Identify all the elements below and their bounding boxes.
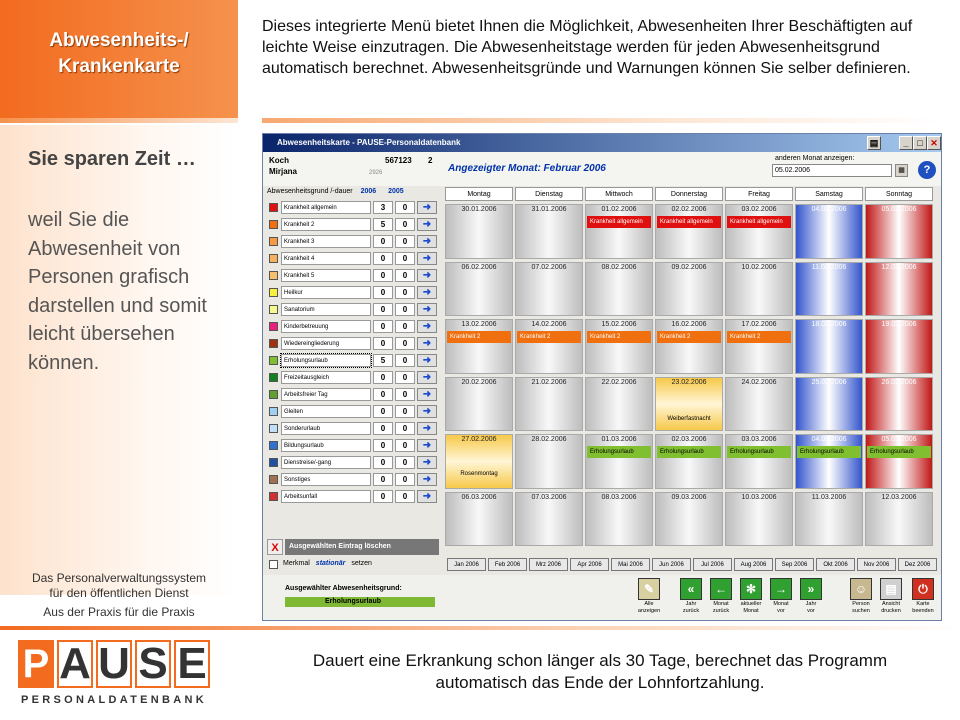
color-swatch bbox=[269, 390, 278, 399]
reason-days-2005: 0 bbox=[395, 235, 415, 248]
calendar-grid bbox=[445, 187, 939, 547]
calendar-day-cell[interactable] bbox=[515, 319, 583, 374]
day-date: 15.02.2006 bbox=[601, 321, 637, 328]
arrow-right-icon[interactable]: ➜ bbox=[417, 320, 437, 333]
footer-line-3: Aus der Praxis für die Praxis bbox=[43, 605, 195, 619]
reason-label[interactable]: Bildungsurlaub bbox=[281, 439, 371, 452]
reason-row[interactable] bbox=[267, 353, 439, 368]
alle-anzeigen-button[interactable] bbox=[635, 578, 663, 621]
delete-entry-bar[interactable] bbox=[267, 539, 439, 555]
day-date: 07.03.2006 bbox=[531, 493, 567, 501]
calendar-day-cell[interactable] bbox=[725, 377, 793, 432]
month-button[interactable]: Sep 2006 bbox=[775, 558, 814, 571]
reason-label[interactable]: Kinderbetreuung bbox=[281, 320, 371, 333]
day-date: 03.02.2006 bbox=[741, 206, 777, 213]
calendar-icon[interactable]: ▦ bbox=[895, 164, 908, 177]
day-date: 02.03.2006 bbox=[671, 436, 707, 443]
reason-label[interactable]: Arbeitsfreier Tag bbox=[281, 388, 371, 401]
day-date: 28.02.2006 bbox=[531, 436, 567, 443]
reason-days-2006: 0 bbox=[373, 473, 393, 486]
calendar-day-cell[interactable] bbox=[865, 262, 933, 317]
reason-row[interactable] bbox=[267, 421, 439, 436]
day-date: 20.02.2006 bbox=[461, 378, 497, 386]
reason-days-2005: 0 bbox=[395, 269, 415, 282]
color-swatch bbox=[269, 339, 278, 348]
absence-bar[interactable]: Erholungsurlaub bbox=[657, 446, 721, 458]
day-header: Dienstag bbox=[515, 187, 583, 201]
bottom-text: Dauert eine Erkrankung schon länger als 30 Tage, berechnet das Programm automatisch das Ende der Lohnfortzahlung. bbox=[312, 651, 888, 692]
day-date: 19.02.2006 bbox=[881, 321, 917, 328]
reason-days-2006: 5 bbox=[373, 354, 393, 367]
calendar-day-cell[interactable] bbox=[585, 319, 653, 374]
calendar-day-cell[interactable] bbox=[655, 377, 723, 432]
reason-days-2005: 0 bbox=[395, 337, 415, 350]
reason-days-2006: 0 bbox=[373, 490, 393, 503]
arrow-right-icon[interactable]: ➜ bbox=[417, 473, 437, 486]
day-date: 04.03.2006 bbox=[811, 436, 847, 443]
color-swatch bbox=[269, 322, 278, 331]
reason-days-2006: 0 bbox=[373, 252, 393, 265]
absence-bar[interactable]: Erholungsurlaub bbox=[867, 446, 931, 458]
day-date: 22.02.2006 bbox=[601, 378, 637, 386]
absence-bar[interactable]: Krankheit 2 bbox=[447, 331, 511, 343]
holiday-note: Weiberfastnacht bbox=[667, 415, 711, 422]
close-button[interactable]: ✕ bbox=[927, 136, 941, 150]
person-first-name: Mirjana bbox=[269, 167, 298, 176]
day-date: 31.01.2006 bbox=[531, 206, 567, 213]
selected-reason-label: Ausgewählter Abwesenheitsgrund: bbox=[285, 585, 402, 592]
month-button[interactable]: Nov 2006 bbox=[857, 558, 896, 571]
reason-label[interactable]: Dienstreise/-gang bbox=[281, 456, 371, 469]
calendar-day-cell[interactable] bbox=[585, 204, 653, 259]
calendar-day-cell[interactable] bbox=[515, 204, 583, 259]
reason-row[interactable] bbox=[267, 319, 439, 334]
day-date: 09.02.2006 bbox=[671, 263, 707, 271]
reason-row[interactable] bbox=[267, 438, 439, 453]
reason-days-2006: 0 bbox=[373, 405, 393, 418]
color-swatch bbox=[269, 441, 278, 450]
calendar-day-cell[interactable] bbox=[795, 204, 863, 259]
calendar-day-cell[interactable] bbox=[445, 319, 513, 374]
day-header: Mittwoch bbox=[585, 187, 653, 201]
absence-bar[interactable]: Krankheit allgemein bbox=[657, 216, 721, 228]
day-date: 02.02.2006 bbox=[671, 206, 707, 213]
arrow-right-icon[interactable]: ➜ bbox=[417, 286, 437, 299]
personnel-sub-number: 2 bbox=[428, 156, 433, 165]
jahr-zurueck-icon[interactable]: « bbox=[680, 578, 702, 600]
day-date: 08.02.2006 bbox=[601, 263, 637, 271]
calendar-day-cell[interactable] bbox=[515, 492, 583, 547]
person-suchen-icon[interactable]: ☺ bbox=[850, 578, 872, 600]
calendar-day-cell[interactable] bbox=[725, 319, 793, 374]
day-header: Samstag bbox=[795, 187, 863, 201]
monat-vor-button[interactable] bbox=[767, 578, 795, 621]
reason-days-2005: 0 bbox=[395, 354, 415, 367]
personnel-number: 567123 bbox=[385, 156, 412, 165]
calendar-day-cell[interactable] bbox=[865, 434, 933, 489]
absence-bar[interactable]: Erholungsurlaub bbox=[797, 446, 861, 458]
reason-days-2005: 0 bbox=[395, 320, 415, 333]
monat-zurueck-button[interactable] bbox=[707, 578, 735, 621]
divider bbox=[262, 118, 940, 123]
toolbar-label: Alle anzeigen bbox=[637, 601, 661, 614]
ansicht-drucken-icon[interactable]: ▤ bbox=[880, 578, 902, 600]
footer-line-2: für den öffentlichen Dienst bbox=[49, 586, 189, 600]
reason-label[interactable]: Krankheit 4 bbox=[281, 252, 371, 265]
toolbar-label: Jahr zurück bbox=[682, 601, 700, 614]
reason-days-2006: 0 bbox=[373, 235, 393, 248]
window-titlebar bbox=[263, 134, 941, 152]
month-button[interactable]: Mai 2006 bbox=[611, 558, 650, 571]
delete-entry-button[interactable]: Ausgewählten Eintrag löschen bbox=[285, 539, 439, 555]
day-date: 01.02.2006 bbox=[601, 206, 637, 213]
day-date: 05.02.2006 bbox=[881, 206, 917, 213]
reason-days-2005: 0 bbox=[395, 473, 415, 486]
reason-days-2005: 0 bbox=[395, 303, 415, 316]
day-date: 25.02.2006 bbox=[811, 378, 847, 386]
absence-bar[interactable]: Krankheit 2 bbox=[517, 331, 581, 343]
color-swatch bbox=[269, 492, 278, 501]
person-suchen-button[interactable] bbox=[847, 578, 875, 621]
aktueller-monat-icon[interactable]: ✻ bbox=[740, 578, 762, 600]
reason-days-2006: 5 bbox=[373, 218, 393, 231]
reason-label[interactable]: Wiedereingliederung bbox=[281, 337, 371, 350]
reason-days-2006: 0 bbox=[373, 422, 393, 435]
arrow-right-icon[interactable]: ➜ bbox=[417, 337, 437, 350]
day-date: 13.02.2006 bbox=[461, 321, 497, 328]
arrow-right-icon[interactable]: ➜ bbox=[417, 235, 437, 248]
day-date: 30.01.2006 bbox=[461, 206, 497, 213]
color-swatch bbox=[269, 288, 278, 297]
month-button[interactable]: Jan 2006 bbox=[447, 558, 486, 571]
day-date: 10.02.2006 bbox=[741, 263, 777, 271]
color-swatch bbox=[269, 271, 278, 280]
color-swatch bbox=[269, 356, 278, 365]
reason-row[interactable] bbox=[267, 234, 439, 249]
color-swatch bbox=[269, 220, 278, 229]
day-header: Sonntag bbox=[865, 187, 933, 201]
day-header: Donnerstag bbox=[655, 187, 723, 201]
arrow-right-icon[interactable]: ➜ bbox=[417, 439, 437, 452]
delete-icon[interactable]: X bbox=[267, 539, 283, 555]
saving-text: weil Sie die Abwesenheit von Personen grafisch darstellen und somit leicht übersehen können. bbox=[28, 209, 207, 374]
reason-days-2006: 0 bbox=[373, 388, 393, 401]
alle-anzeigen-icon[interactable]: ✎ bbox=[638, 578, 660, 600]
calendar-day-cell[interactable] bbox=[795, 262, 863, 317]
monat-zurueck-icon[interactable]: ← bbox=[710, 578, 732, 600]
calendar-day-cell[interactable] bbox=[795, 492, 863, 547]
reason-row[interactable] bbox=[267, 251, 439, 266]
arrow-right-icon[interactable]: ➜ bbox=[417, 201, 437, 214]
day-date: 06.02.2006 bbox=[461, 263, 497, 271]
calendar-day-cell[interactable] bbox=[865, 492, 933, 547]
reason-days-2006: 0 bbox=[373, 320, 393, 333]
reason-label[interactable]: Sanatorium bbox=[281, 303, 371, 316]
day-date: 27.02.2006 bbox=[461, 436, 497, 443]
divider bbox=[0, 118, 238, 123]
day-date: 14.02.2006 bbox=[531, 321, 567, 328]
calendar-day-cell[interactable] bbox=[515, 377, 583, 432]
day-date: 03.03.2006 bbox=[741, 436, 777, 443]
arrow-right-icon[interactable]: ➜ bbox=[417, 422, 437, 435]
reason-row[interactable] bbox=[267, 268, 439, 283]
reason-row[interactable] bbox=[267, 404, 439, 419]
day-date: 01.03.2006 bbox=[601, 436, 637, 443]
karte-beenden-button[interactable] bbox=[909, 578, 937, 621]
color-swatch bbox=[269, 458, 278, 467]
calendar-day-cell[interactable] bbox=[445, 262, 513, 317]
reason-days-2005: 0 bbox=[395, 371, 415, 384]
reason-row[interactable] bbox=[267, 489, 439, 504]
reason-days-2006: 0 bbox=[373, 269, 393, 282]
bottom-toolbar bbox=[263, 575, 942, 621]
calendar-day-cell[interactable] bbox=[655, 319, 723, 374]
calendar-day-cell[interactable] bbox=[655, 434, 723, 489]
color-swatch bbox=[269, 373, 278, 382]
reason-label[interactable]: Erholungsurlaub bbox=[281, 354, 371, 367]
day-date: 21.02.2006 bbox=[531, 378, 567, 386]
calendar-day-cell[interactable] bbox=[445, 434, 513, 489]
toolbar-label: Monat vor bbox=[773, 601, 789, 614]
day-date: 12.02.2006 bbox=[881, 263, 917, 271]
displayed-month: Angezeigter Monat: Februar 2006 bbox=[448, 163, 606, 174]
toolbar-label: Ansicht drucken bbox=[881, 601, 901, 614]
divider bbox=[0, 626, 960, 630]
reason-days-2005: 0 bbox=[395, 439, 415, 452]
print-icon[interactable]: ▤ bbox=[867, 136, 881, 150]
day-header: Freitag bbox=[725, 187, 793, 201]
person-last-name: Koch bbox=[269, 156, 289, 165]
holiday-note: Rosenmontag bbox=[460, 471, 498, 477]
karte-beenden-icon[interactable]: ⏻ bbox=[912, 578, 934, 600]
window-title: Abwesenheitskarte - PAUSE-Personaldatenbank bbox=[277, 138, 461, 147]
pause-logo: P A U S E PERSONALDATENBANK bbox=[18, 640, 210, 710]
reason-row[interactable] bbox=[267, 370, 439, 385]
absence-bar[interactable]: Erholungsurlaub bbox=[727, 446, 791, 458]
arrow-right-icon[interactable]: ➜ bbox=[417, 490, 437, 503]
reason-days-2005: 0 bbox=[395, 201, 415, 214]
monat-vor-icon[interactable]: → bbox=[770, 578, 792, 600]
month-bar bbox=[263, 558, 942, 572]
calendar-day-cell[interactable] bbox=[865, 319, 933, 374]
day-header: Montag bbox=[445, 187, 513, 201]
title-box bbox=[0, 0, 238, 118]
arrow-right-icon[interactable]: ➜ bbox=[417, 371, 437, 384]
toolbar-label: Jahr vor bbox=[805, 601, 817, 614]
reason-label[interactable]: Heilkur bbox=[281, 286, 371, 299]
arrow-right-icon[interactable]: ➜ bbox=[417, 405, 437, 418]
absence-bar[interactable]: Krankheit allgemein bbox=[727, 216, 791, 228]
reason-row[interactable] bbox=[267, 336, 439, 351]
reason-label[interactable]: Arbeitsunfall bbox=[281, 490, 371, 503]
month-button[interactable]: Dez 2006 bbox=[898, 558, 937, 571]
saving-heading: Sie sparen Zeit … bbox=[28, 148, 196, 170]
calendar-day-cell[interactable] bbox=[725, 434, 793, 489]
reason-row[interactable] bbox=[267, 200, 439, 215]
calendar-day-cell[interactable] bbox=[865, 204, 933, 259]
calendar-day-cell[interactable] bbox=[445, 204, 513, 259]
reason-days-2005: 0 bbox=[395, 405, 415, 418]
calendar-day-cell[interactable] bbox=[725, 492, 793, 547]
day-date: 23.02.2006 bbox=[671, 378, 707, 386]
jahr-zurueck-button[interactable] bbox=[677, 578, 705, 621]
reason-days-2006: 0 bbox=[373, 456, 393, 469]
calendar-day-cell[interactable] bbox=[725, 262, 793, 317]
merkmal-label: Merkmal stationär setzen bbox=[283, 560, 372, 567]
absence-bar[interactable]: Krankheit allgemein bbox=[587, 216, 651, 228]
calendar-day-cell[interactable] bbox=[725, 204, 793, 259]
reason-days-2005: 0 bbox=[395, 422, 415, 435]
toolbar-label: Karte beenden bbox=[912, 601, 934, 614]
title-line-2: Krankenkarte bbox=[58, 56, 180, 77]
color-swatch bbox=[269, 254, 278, 263]
reason-label[interactable]: Krankheit 3 bbox=[281, 235, 371, 248]
reason-label[interactable]: Sonstiges bbox=[281, 473, 371, 486]
title-line-1: Abwesenheits-/ bbox=[49, 30, 189, 51]
reason-days-2006: 0 bbox=[373, 337, 393, 350]
reason-label[interactable]: Krankheit 2 bbox=[281, 218, 371, 231]
reason-row[interactable] bbox=[267, 285, 439, 300]
help-icon[interactable]: ? bbox=[918, 161, 936, 179]
reason-row[interactable] bbox=[267, 472, 439, 487]
day-date: 12.03.2006 bbox=[881, 493, 917, 501]
reason-days-2006: 0 bbox=[373, 439, 393, 452]
aktueller-monat-button[interactable] bbox=[737, 578, 765, 621]
calendar-day-cell[interactable] bbox=[795, 434, 863, 489]
day-date: 18.02.2006 bbox=[811, 321, 847, 328]
toolbar-label: aktueller Monat bbox=[740, 601, 762, 614]
arrow-right-icon[interactable]: ➜ bbox=[417, 303, 437, 316]
month-button[interactable]: Aug 2006 bbox=[734, 558, 773, 571]
color-swatch bbox=[269, 203, 278, 212]
color-swatch bbox=[269, 305, 278, 314]
day-date: 17.02.2006 bbox=[741, 321, 777, 328]
month-button[interactable]: Jul 2006 bbox=[693, 558, 732, 571]
reason-days-2005: 0 bbox=[395, 456, 415, 469]
month-button[interactable]: Okt 2006 bbox=[816, 558, 855, 571]
day-date: 11.03.2006 bbox=[811, 493, 847, 501]
merkmal-checkbox[interactable] bbox=[269, 560, 278, 569]
reason-row[interactable] bbox=[267, 302, 439, 317]
day-date: 08.03.2006 bbox=[601, 493, 637, 501]
reason-days-2006: 0 bbox=[373, 371, 393, 384]
reason-label[interactable]: Freizeitausgleich bbox=[281, 371, 371, 384]
arrow-right-icon[interactable]: ➜ bbox=[417, 252, 437, 265]
toolbar-label: Person suchen bbox=[852, 601, 870, 614]
absence-bar[interactable]: Krankheit 2 bbox=[587, 331, 651, 343]
reason-days-2005: 0 bbox=[395, 286, 415, 299]
calendar-day-cell[interactable] bbox=[865, 377, 933, 432]
month-button[interactable]: Mrz 2006 bbox=[529, 558, 568, 571]
calendar-day-cell[interactable] bbox=[585, 377, 653, 432]
calendar-day-cell[interactable] bbox=[585, 492, 653, 547]
month-button[interactable]: Feb 2006 bbox=[488, 558, 527, 571]
reason-days-2005: 0 bbox=[395, 218, 415, 231]
reason-label[interactable]: Sonderurlaub bbox=[281, 422, 371, 435]
reason-days-2006: 3 bbox=[373, 201, 393, 214]
calendar-day-cell[interactable] bbox=[585, 262, 653, 317]
other-month-label: anderen Monat anzeigen: bbox=[775, 155, 855, 162]
personnel-small: 2926 bbox=[369, 170, 383, 176]
jahr-vor-icon[interactable]: » bbox=[800, 578, 822, 600]
month-button[interactable]: Apr 2006 bbox=[570, 558, 609, 571]
day-date: 10.03.2006 bbox=[741, 493, 777, 501]
day-date: 04.02.2006 bbox=[811, 206, 847, 213]
day-date: 07.02.2006 bbox=[531, 263, 567, 271]
reason-row[interactable] bbox=[267, 217, 439, 232]
arrow-right-icon[interactable]: ➜ bbox=[417, 388, 437, 401]
calendar-day-cell[interactable] bbox=[655, 204, 723, 259]
arrow-right-icon[interactable]: ➜ bbox=[417, 269, 437, 282]
day-date: 24.02.2006 bbox=[741, 378, 777, 386]
reason-row[interactable] bbox=[267, 387, 439, 402]
calendar-day-cell[interactable] bbox=[515, 262, 583, 317]
day-date: 06.03.2006 bbox=[461, 493, 497, 501]
reason-days-2006: 0 bbox=[373, 286, 393, 299]
day-date: 16.02.2006 bbox=[671, 321, 707, 328]
color-swatch bbox=[269, 407, 278, 416]
day-date: 05.03.2006 bbox=[881, 436, 917, 443]
day-date: 26.02.2006 bbox=[881, 378, 917, 386]
reason-label[interactable]: Krankheit 5 bbox=[281, 269, 371, 282]
jahr-vor-button[interactable] bbox=[797, 578, 825, 621]
reason-days-2006: 0 bbox=[373, 303, 393, 316]
arrow-right-icon[interactable]: ➜ bbox=[417, 456, 437, 469]
reason-label[interactable]: Gleiten bbox=[281, 405, 371, 418]
calendar-day-cell[interactable] bbox=[655, 262, 723, 317]
month-button[interactable]: Jun 2006 bbox=[652, 558, 691, 571]
other-month-input[interactable]: 05.02.2006 bbox=[772, 164, 892, 177]
intro-text: Dieses integrierte Menü bietet Ihnen die Möglichkeit, Abwesenheiten Ihrer Beschäftigten auf leichte Weise einzutragen. Die Abwesenheitstage werden für jeden Abwesenheitsgrund automatisch berechnet. Abwesenheitsgründe und Warnungen können Sie selber definieren. bbox=[262, 18, 913, 77]
maximize-button[interactable]: □ bbox=[913, 136, 927, 150]
calendar-day-cell[interactable] bbox=[795, 377, 863, 432]
day-date: 09.03.2006 bbox=[671, 493, 707, 501]
calendar-day-cell[interactable] bbox=[655, 492, 723, 547]
absence-bar[interactable]: Erholungsurlaub bbox=[587, 446, 651, 458]
absence-bar[interactable]: Krankheit 2 bbox=[727, 331, 791, 343]
arrow-right-icon[interactable]: ➜ bbox=[417, 354, 437, 367]
reason-row[interactable] bbox=[267, 455, 439, 470]
reason-days-2005: 0 bbox=[395, 252, 415, 265]
color-swatch bbox=[269, 475, 278, 484]
ansicht-drucken-button[interactable] bbox=[877, 578, 905, 621]
app-window bbox=[262, 133, 942, 621]
selected-reason-value: Erholungsurlaub bbox=[285, 597, 435, 607]
day-date: 11.02.2006 bbox=[811, 263, 847, 271]
calendar-day-cell[interactable] bbox=[445, 492, 513, 547]
calendar-day-cell[interactable] bbox=[585, 434, 653, 489]
toolbar-label: Monat zurück bbox=[712, 601, 730, 614]
absence-bar[interactable]: Krankheit 2 bbox=[657, 331, 721, 343]
color-swatch bbox=[269, 237, 278, 246]
minimize-button[interactable]: _ bbox=[899, 136, 913, 150]
reason-days-2005: 0 bbox=[395, 388, 415, 401]
reason-list-header: Abwesenheitsgrund /-dauer 2006 2005 bbox=[267, 188, 404, 195]
reason-label[interactable]: Krankheit allgemein bbox=[281, 201, 371, 214]
color-swatch bbox=[269, 424, 278, 433]
footer-line-1: Das Personalverwaltungssystem bbox=[31, 571, 207, 585]
calendar-day-cell[interactable] bbox=[515, 434, 583, 489]
calendar-day-cell[interactable] bbox=[795, 319, 863, 374]
arrow-right-icon[interactable]: ➜ bbox=[417, 218, 437, 231]
calendar-day-cell[interactable] bbox=[445, 377, 513, 432]
reason-days-2005: 0 bbox=[395, 490, 415, 503]
